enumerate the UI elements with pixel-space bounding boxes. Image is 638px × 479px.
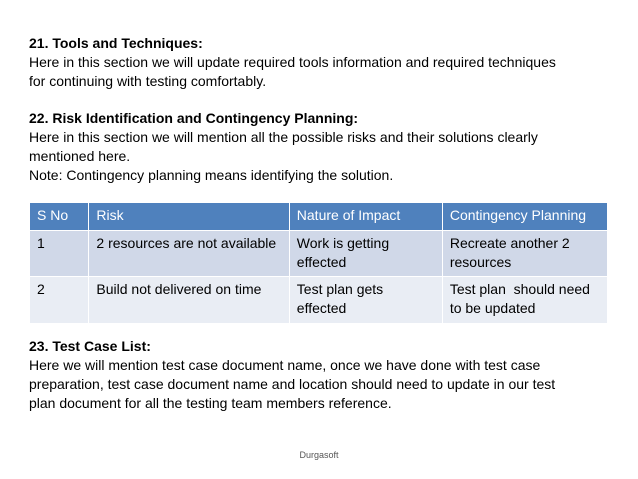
section-text-line: mentioned here. <box>29 148 131 164</box>
section-text-line: plan document for all the testing team members reference. <box>29 395 392 411</box>
table-row <box>30 277 608 324</box>
section-heading: 23. Test Case List: <box>29 338 151 354</box>
section-text-line: preparation, test case document name and location should need to update in our test <box>29 376 556 392</box>
table-row <box>30 231 608 277</box>
section-risk-identification <box>29 109 609 185</box>
section-text-line: for continuing with testing comfortably. <box>29 73 267 89</box>
cell-plan <box>442 231 607 277</box>
column-header-risk: Risk <box>89 203 289 231</box>
risk-table <box>29 202 608 324</box>
cell-line: to be updated <box>449 300 536 316</box>
cell-line: Test plan should need <box>449 281 590 297</box>
cell-line: Work is getting <box>296 235 390 251</box>
cell-risk: 2 resources are not available <box>89 231 289 277</box>
section-heading: 21. Tools and Techniques: <box>29 35 203 51</box>
section-heading: 22. Risk Identification and Contingency Planning: <box>29 110 359 126</box>
section-note: Note: Contingency planning means identifying the solution. <box>29 167 394 183</box>
table-header-row <box>30 203 608 231</box>
cell-line: Test plan gets <box>296 281 384 297</box>
cell-impact <box>289 277 442 324</box>
footer-brand: Durgasoft <box>299 450 339 460</box>
section-text-line: Here in this section we will mention all the possible risks and their solutions clearly <box>29 129 538 145</box>
section-tools-and-techniques <box>29 34 609 91</box>
cell-risk: Build not delivered on time <box>89 277 289 324</box>
section-test-case-list <box>29 337 609 413</box>
cell-line: resources <box>449 254 512 270</box>
column-header-sno: S No <box>30 203 89 231</box>
cell-line: Recreate another 2 <box>449 235 570 251</box>
cell-sno: 2 <box>30 277 89 324</box>
cell-line: effected <box>296 254 347 270</box>
cell-plan <box>442 277 607 324</box>
cell-sno: 1 <box>30 231 89 277</box>
column-header-plan: Contingency Planning <box>442 203 607 231</box>
cell-line: effected <box>296 300 347 316</box>
section-text-line: Here in this section we will update required tools information and required techniques <box>29 54 556 70</box>
cell-impact <box>289 231 442 277</box>
section-text-line: Here we will mention test case document name, once we have done with test case <box>29 357 541 373</box>
column-header-impact: Nature of Impact <box>289 203 442 231</box>
